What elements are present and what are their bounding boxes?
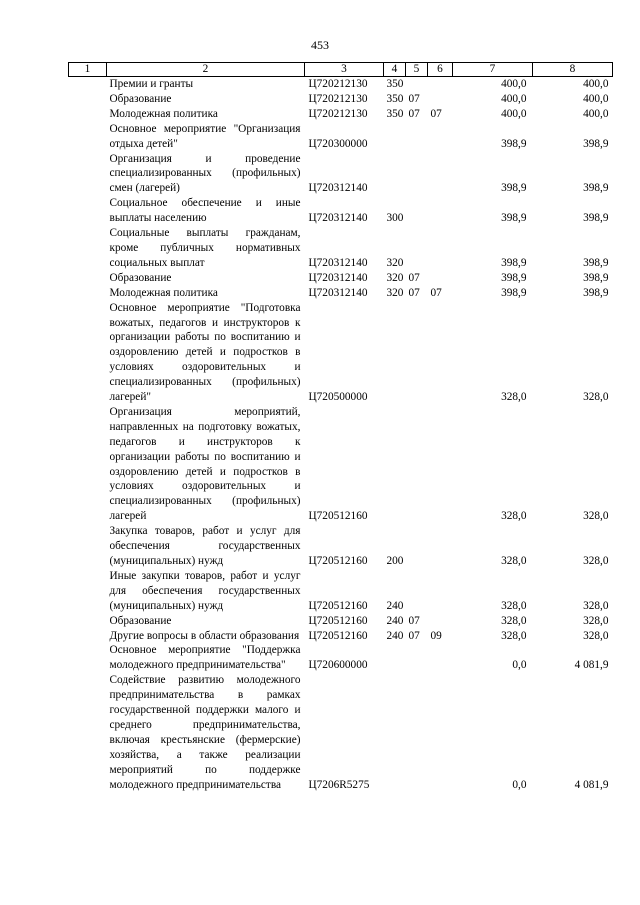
row-amount-1: 400,0: [501, 107, 527, 120]
row-code: Ц720312140: [308, 286, 368, 299]
row-blank-cell: [69, 271, 107, 286]
header-col-6: 6: [428, 63, 453, 77]
row-expense-type: 300: [386, 212, 404, 225]
row-expense-type: 240: [386, 614, 404, 627]
row-subsection: 07: [430, 107, 442, 120]
row-blank-cell: [69, 226, 107, 271]
table-row: [69, 286, 613, 301]
row-section: [406, 152, 428, 197]
row-name: Молодежная политика: [109, 286, 218, 299]
row-name: Молодежная политика: [109, 107, 218, 120]
row-amount-2: 328,0: [583, 391, 609, 404]
row-amount-2: 328,0: [583, 614, 609, 627]
header-col-7: 7: [453, 63, 533, 77]
row-blank-cell: [69, 673, 107, 792]
row-subsection: [428, 673, 453, 792]
table-row: [69, 77, 613, 92]
row-blank-cell: [69, 196, 107, 226]
row-expense-type: [384, 122, 406, 152]
row-expense-type: 240: [386, 599, 404, 612]
row-amount-1: 398,9: [501, 182, 527, 195]
row-amount-2: 4 081,9: [574, 778, 609, 791]
row-amount-1: 400,0: [501, 92, 527, 105]
row-name: Основное мероприятие "Поддержка молодежного предпринимательства": [109, 644, 301, 672]
row-code: Ц720512160: [308, 555, 368, 567]
row-subsection: [428, 301, 453, 405]
row-subsection: [428, 226, 453, 271]
row-expense-type: [384, 643, 406, 673]
row-name: Премии и гранты: [109, 78, 194, 90]
row-subsection: 09: [430, 629, 442, 642]
row-expense-type: 320: [386, 271, 404, 284]
table-row: [69, 614, 613, 629]
row-expense-type: 320: [386, 256, 404, 269]
page-number: 453: [311, 38, 329, 52]
row-code: Ц720300000: [308, 137, 368, 150]
row-subsection: [428, 614, 453, 629]
row-amount-1: 328,0: [501, 614, 527, 627]
row-subsection: 07: [430, 286, 442, 299]
row-section: 07: [408, 107, 420, 120]
row-amount-2: 398,9: [583, 182, 609, 195]
row-expense-type: [384, 673, 406, 792]
row-amount-1: 328,0: [501, 599, 527, 612]
row-code: Ц7206R5275: [308, 778, 370, 791]
header-col-8: 8: [533, 63, 613, 77]
row-code: Ц720312140: [308, 182, 368, 195]
row-amount-2: 328,0: [583, 510, 609, 523]
header-col-1: 1: [69, 63, 107, 77]
row-subsection: [428, 122, 453, 152]
table-row: [69, 122, 613, 152]
table-row: [69, 629, 613, 644]
row-code: Ц720312140: [308, 256, 368, 269]
header-col-2: 2: [107, 63, 305, 77]
row-amount-2: 328,0: [583, 599, 609, 612]
row-code: Ц720512160: [308, 614, 368, 627]
row-name: Образование: [109, 92, 172, 105]
row-amount-2: 328,0: [583, 629, 609, 642]
row-amount-1: 398,9: [501, 271, 527, 284]
table-row: [69, 92, 613, 107]
row-name: Образование: [109, 614, 172, 627]
row-section: [406, 405, 428, 524]
row-name: Содействие развитию молодежного предпринимательства в рамках государственной поддержки малого и среднего предпринимательства, включая крестьянские (фермерские) хозяйства, а также реализации мероприятий по поддержке молодежного предпринимательства: [109, 674, 301, 791]
table-row: [69, 152, 613, 197]
row-name: Иные закупки товаров, работ и услуг для обеспечения государственных (муниципальных) нужд: [109, 569, 301, 612]
row-amount-2: 398,9: [583, 137, 609, 150]
row-name: Другие вопросы в области образования: [109, 629, 300, 642]
row-section: 07: [408, 271, 420, 284]
row-amount-1: 398,9: [501, 256, 527, 269]
row-amount-2: 398,9: [583, 212, 609, 225]
row-code: Ц720212130: [308, 107, 368, 120]
row-amount-2: 328,0: [583, 555, 609, 567]
row-code: Ц720212130: [308, 78, 368, 90]
row-subsection: [428, 405, 453, 524]
row-name: Основное мероприятие "Организация отдыха детей": [109, 122, 301, 150]
row-name: Организация и проведение специализированных (профильных) смен (лагерей): [109, 152, 301, 195]
row-blank-cell: [69, 524, 107, 569]
row-subsection: [428, 271, 453, 286]
row-amount-1: 0,0: [512, 778, 527, 791]
row-section: 07: [408, 629, 420, 642]
row-code: Ц720312140: [308, 271, 368, 284]
row-section: [406, 196, 428, 226]
row-section: 07: [408, 614, 420, 627]
row-blank-cell: [69, 286, 107, 301]
row-amount-2: 398,9: [583, 256, 609, 269]
row-amount-2: 398,9: [583, 271, 609, 284]
row-amount-1: 328,0: [501, 555, 527, 567]
row-name: Закупка товаров, работ и услуг для обеспечения государственных (муниципальных) нужд: [109, 525, 301, 567]
row-code: Ц720500000: [308, 391, 368, 404]
row-amount-1: 398,9: [501, 212, 527, 225]
row-section: 07: [408, 92, 420, 105]
row-expense-type: 350: [386, 107, 404, 120]
row-section: [406, 524, 428, 569]
row-section: [406, 643, 428, 673]
table-row: [69, 301, 613, 405]
row-section: 07: [408, 286, 420, 299]
row-blank-cell: [69, 405, 107, 524]
row-amount-1: 398,9: [501, 286, 527, 299]
header-col-5: 5: [406, 63, 428, 77]
row-section: [406, 569, 428, 614]
table-row: [69, 107, 613, 122]
row-amount-2: 4 081,9: [574, 659, 609, 672]
row-amount-1: 328,0: [501, 510, 527, 523]
row-section: [406, 77, 428, 92]
row-subsection: [428, 196, 453, 226]
row-blank-cell: [69, 569, 107, 614]
table-row: [69, 569, 613, 614]
row-amount-2: 398,9: [583, 286, 609, 299]
row-expense-type: 320: [386, 286, 404, 299]
row-section: [406, 673, 428, 792]
row-amount-1: 398,9: [501, 137, 527, 150]
table-body: [69, 77, 613, 793]
header-col-3: 3: [305, 63, 384, 77]
row-name: Социальное обеспечение и иные выплаты населению: [109, 197, 301, 225]
row-amount-1: 0,0: [512, 659, 527, 672]
row-code: Ц720212130: [308, 92, 368, 105]
row-amount-1: 328,0: [501, 629, 527, 642]
table-row: [69, 405, 613, 524]
row-name: Основное мероприятие "Подготовка вожатых, педагогов и инструкторов к организации работы по воспитанию и оздоровлению детей и подростков в условиях оздоровительных и специализированных (профильных) лагерей": [109, 301, 301, 404]
row-blank-cell: [69, 77, 107, 92]
row-amount-1: 328,0: [501, 391, 527, 404]
row-blank-cell: [69, 301, 107, 405]
budget-table: [68, 62, 613, 793]
row-code: Ц720312140: [308, 212, 368, 225]
table-row: [69, 643, 613, 673]
table-header: [69, 63, 613, 77]
row-blank-cell: [69, 92, 107, 107]
row-subsection: [428, 152, 453, 197]
row-name: Социальные выплаты гражданам, кроме публичных нормативных социальных выплат: [109, 227, 301, 269]
table-row: [69, 673, 613, 792]
row-blank-cell: [69, 107, 107, 122]
row-code: Ц720512160: [308, 629, 368, 642]
row-expense-type: 350: [386, 78, 404, 90]
row-blank-cell: [69, 629, 107, 644]
row-section: [406, 122, 428, 152]
row-blank-cell: [69, 643, 107, 673]
row-subsection: [428, 524, 453, 569]
table-row: [69, 271, 613, 286]
row-code: Ц720512160: [308, 599, 368, 612]
row-amount-2: 400,0: [583, 107, 609, 120]
table-row: [69, 524, 613, 569]
table-row: [69, 196, 613, 226]
row-section: [406, 226, 428, 271]
header-row: [69, 63, 613, 77]
row-subsection: [428, 92, 453, 107]
row-amount-2: 400,0: [583, 78, 609, 90]
row-name: Организация мероприятий, направленных на подготовку вожатых, педагогов и инструкторов к организации работы по воспитанию и оздоровлению детей и подростков в условиях оздоровительных и специализированных (профильных) лагерей: [109, 405, 301, 523]
row-expense-type: 240: [386, 629, 404, 642]
header-col-4: 4: [384, 63, 406, 77]
row-expense-type: 350: [386, 92, 404, 105]
row-code: Ц720600000: [308, 659, 368, 672]
row-blank-cell: [69, 614, 107, 629]
row-expense-type: [384, 405, 406, 524]
row-subsection: [428, 643, 453, 673]
row-blank-cell: [69, 152, 107, 197]
row-section: [406, 301, 428, 405]
row-subsection: [428, 569, 453, 614]
table-row: [69, 226, 613, 271]
row-amount-2: 400,0: [583, 92, 609, 105]
row-expense-type: [384, 301, 406, 405]
row-expense-type: 200: [386, 555, 404, 567]
row-blank-cell: [69, 122, 107, 152]
row-subsection: [428, 77, 453, 92]
row-name: Образование: [109, 271, 172, 284]
row-expense-type: [384, 152, 406, 197]
row-code: Ц720512160: [308, 510, 368, 523]
row-amount-1: 400,0: [501, 78, 527, 90]
